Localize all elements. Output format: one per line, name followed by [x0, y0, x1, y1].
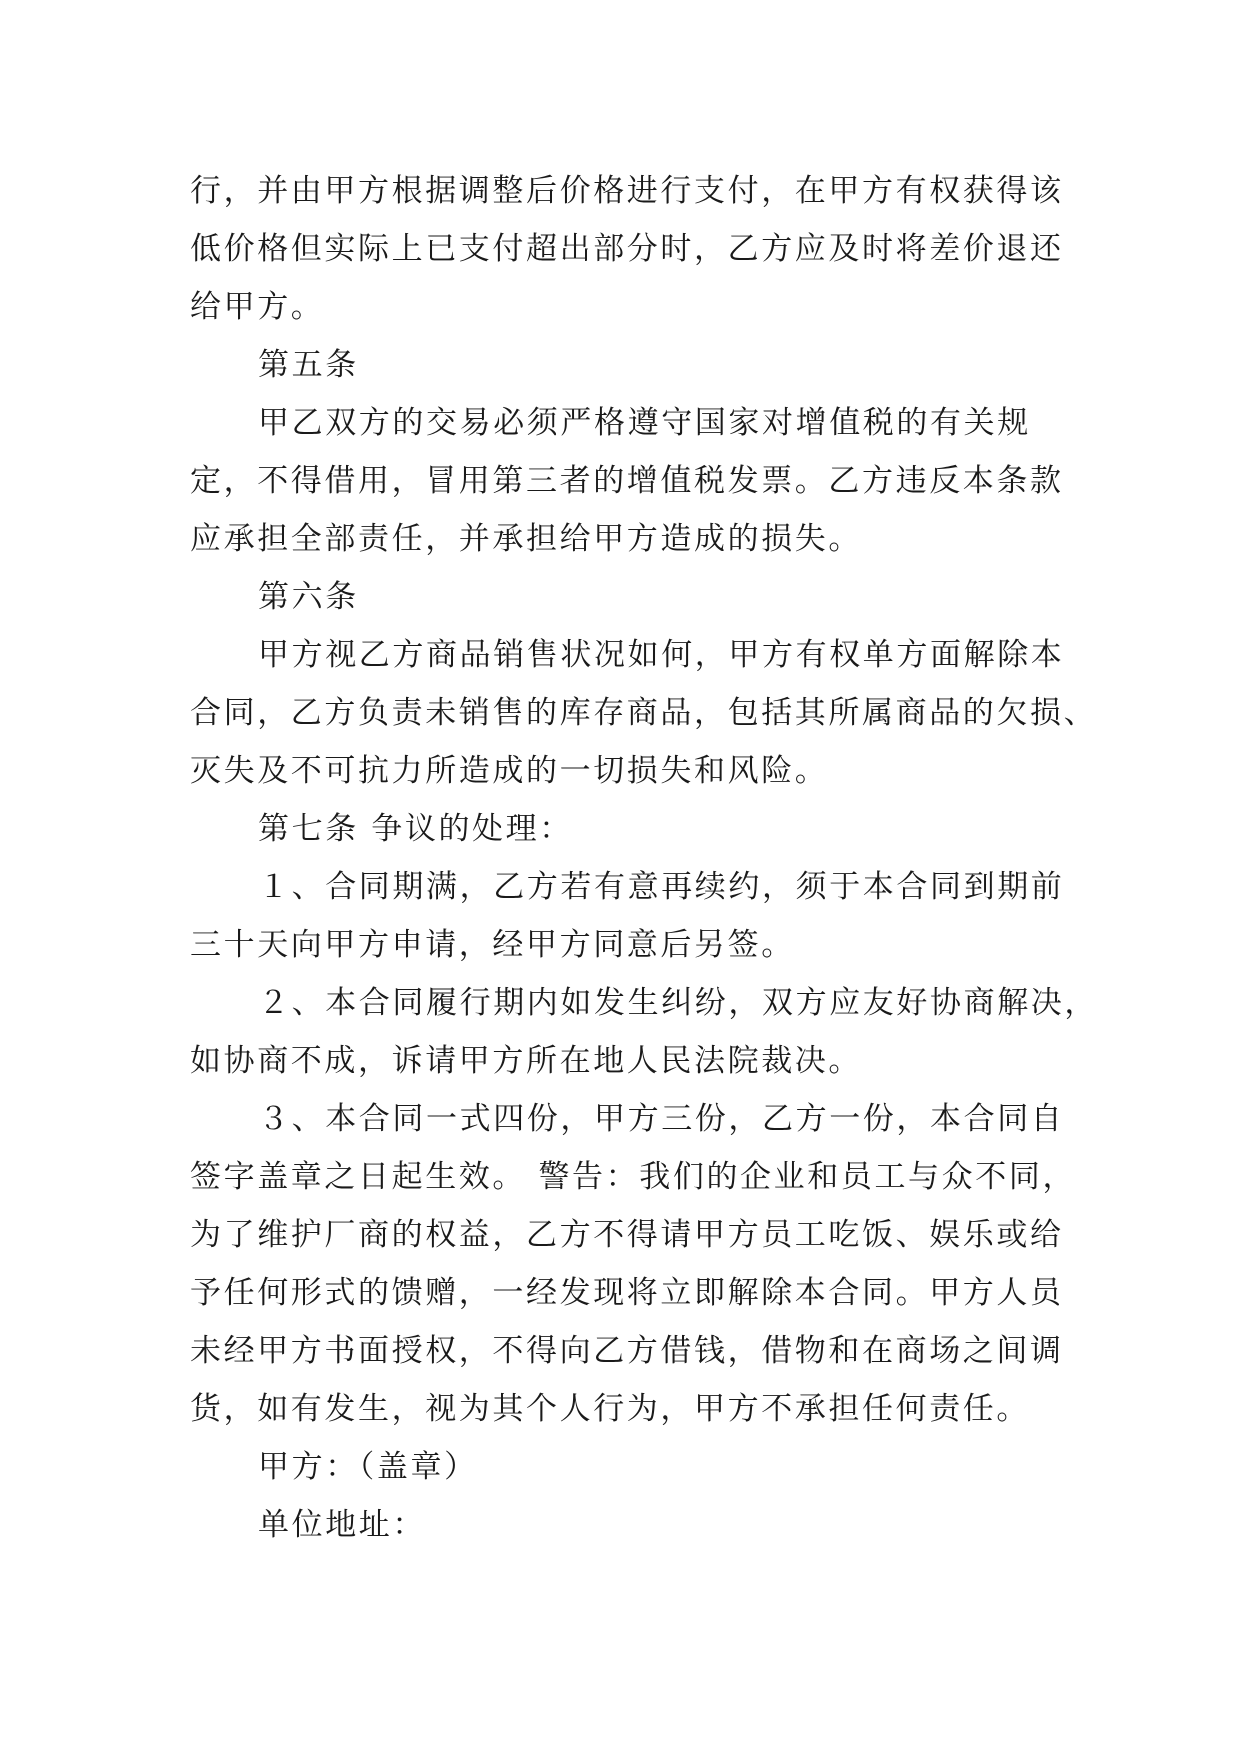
text-line: 未经甲方书面授权，不得向乙方借钱，借物和在商场之间调: [190, 1333, 1064, 1369]
address-line: 单位地址：: [258, 1507, 426, 1543]
text-line: 合同，乙方负责未销售的库存商品，包括其所属商品的欠损、: [190, 695, 1098, 731]
article-5-heading: 第五条: [258, 347, 359, 383]
article-6-heading: 第六条: [258, 579, 359, 615]
document-body: [190, 162, 1098, 1554]
text-line: 甲方视乙方商品销售状况如何，甲方有权单方面解除本: [258, 637, 1065, 673]
clause-1-line: １、合同期满，乙方若有意再续约，须于本合同到期前: [258, 869, 1065, 905]
text-line: 灭失及不可抗力所造成的一切损失和风险。: [190, 753, 829, 789]
text-line: 货，如有发生，视为其个人行为，甲方不承担任何责任。: [190, 1391, 1030, 1427]
text-line: 如协商不成，诉请甲方所在地人民法院裁决。: [190, 1043, 862, 1079]
clause-3-line: ３、本合同一式四份，甲方三份，乙方一份，本合同自: [258, 1101, 1065, 1137]
text-line: 低价格但实际上已支付超出部分时，乙方应及时将差价退还: [190, 231, 1064, 267]
text-line: 定，不得借用，冒用第三者的增值税发票。乙方违反本条款: [190, 463, 1064, 499]
text-line: 行，并由甲方根据调整后价格进行支付，在甲方有权获得该: [190, 173, 1064, 209]
text-line: 三十天向甲方申请，经甲方同意后另签。: [190, 927, 795, 963]
text-line: 甲乙双方的交易必须严格遵守国家对增值税的有关规: [258, 405, 1031, 441]
text-line: 应承担全部责任，并承担给甲方造成的损失。: [190, 521, 862, 557]
text-line: 为了维护厂商的权益，乙方不得请甲方员工吃饭、娱乐或给: [190, 1217, 1064, 1253]
text-line: 予任何形式的馈赠，一经发现将立即解除本合同。甲方人员: [190, 1275, 1064, 1311]
text-line: 给甲方。: [190, 289, 325, 325]
party-a-seal-line: 甲方：（盖章）: [258, 1449, 478, 1485]
clause-2-line: ２、本合同履行期内如发生纠纷，双方应友好协商解决，: [258, 985, 1098, 1021]
text-line: 签字盖章之日起生效。 警告：我们的企业和员工与众不同，: [190, 1159, 1077, 1195]
article-7-heading: 第七条 争议的处理：: [258, 811, 573, 847]
